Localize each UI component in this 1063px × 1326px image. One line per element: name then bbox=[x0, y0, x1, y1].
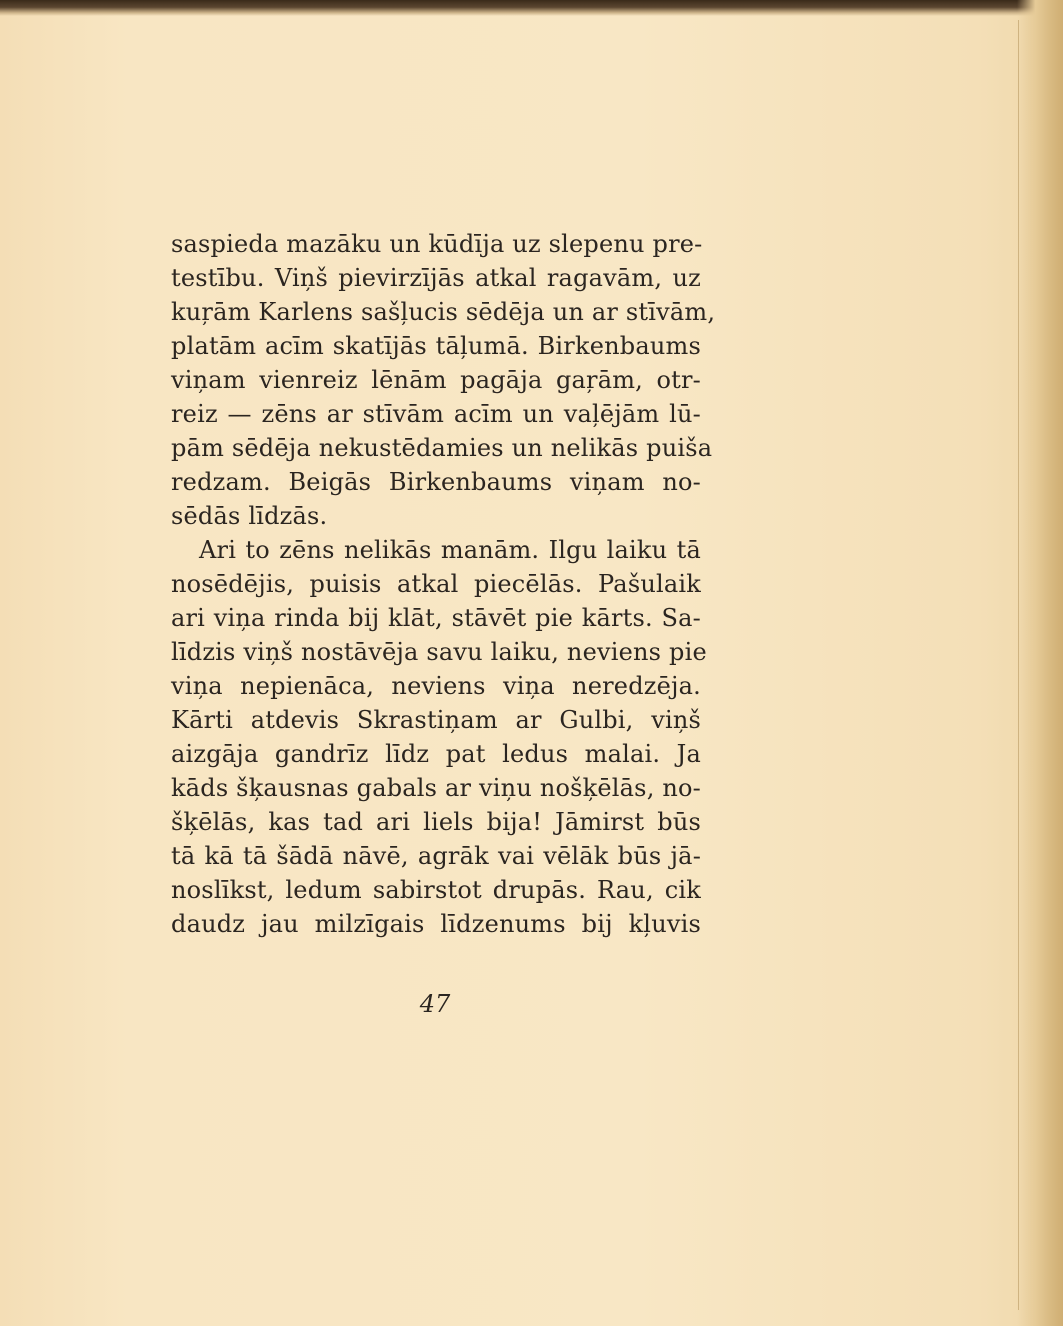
page-top-edge bbox=[0, 0, 1063, 16]
text-line: Kārti atdevis Skrastiņam ar Gulbi, viņš bbox=[171, 706, 701, 734]
text-line: kuŗām Karlens sašļucis sēdēja un ar stīvām, bbox=[171, 298, 716, 326]
text-line: sēdās līdzās. bbox=[171, 502, 328, 530]
text-line: viņam vienreiz lēnām pagāja gaŗām, otr- bbox=[171, 366, 701, 394]
text-line: pām sēdēja nekustēdamies un nelikās puiša bbox=[171, 434, 713, 462]
page-fold-line bbox=[1018, 20, 1019, 1310]
text-line: saspieda mazāku un kūdīja uz slepenu pre- bbox=[171, 230, 703, 258]
text-line: testību. Viņš pievirzījās atkal ragavām, uz bbox=[171, 264, 701, 292]
text-line: tā kā tā šādā nāvē, agrāk vai vēlāk būs jā- bbox=[171, 842, 701, 870]
text-line: noslīkst, ledum sabirstot drupās. Rau, cik bbox=[171, 876, 701, 904]
text-line: ari viņa rinda bij klāt, stāvēt pie kārts. Sa- bbox=[171, 604, 701, 632]
text-line: nosēdējis, puisis atkal piecēlās. Pašulaik bbox=[171, 570, 701, 598]
text-line: līdzis viņš nostāvēja savu laiku, neviens pie bbox=[171, 638, 707, 666]
text-line: šķēlās, kas tad ari liels bija! Jāmirst būs bbox=[171, 808, 701, 836]
text-line: redzam. Beigās Birkenbaums viņam no- bbox=[171, 468, 701, 496]
paragraph-2 bbox=[171, 533, 707, 941]
page-number: 47 bbox=[419, 990, 451, 1018]
text-line: reiz — zēns ar stīvām acīm un vaļējām lū- bbox=[171, 400, 701, 428]
text-line: platām acīm skatījās tāļumā. Birkenbaums bbox=[171, 332, 701, 360]
text-line: Ari to zēns nelikās manām. Ilgu laiku tā bbox=[199, 536, 701, 564]
page-right-edge bbox=[1017, 0, 1063, 1326]
text-line: aizgāja gandrīz līdz pat ledus malai. Ja bbox=[171, 740, 701, 768]
text-line: daudz jau milzīgais līdzenums bij kļuvis bbox=[171, 910, 701, 938]
text-line: viņa nepienāca, neviens viņa neredzēja. bbox=[171, 672, 701, 700]
text-line: kāds šķausnas gabals ar viņu nošķēlās, no- bbox=[171, 774, 701, 802]
paragraph-1 bbox=[171, 227, 716, 533]
body-text bbox=[171, 227, 716, 941]
